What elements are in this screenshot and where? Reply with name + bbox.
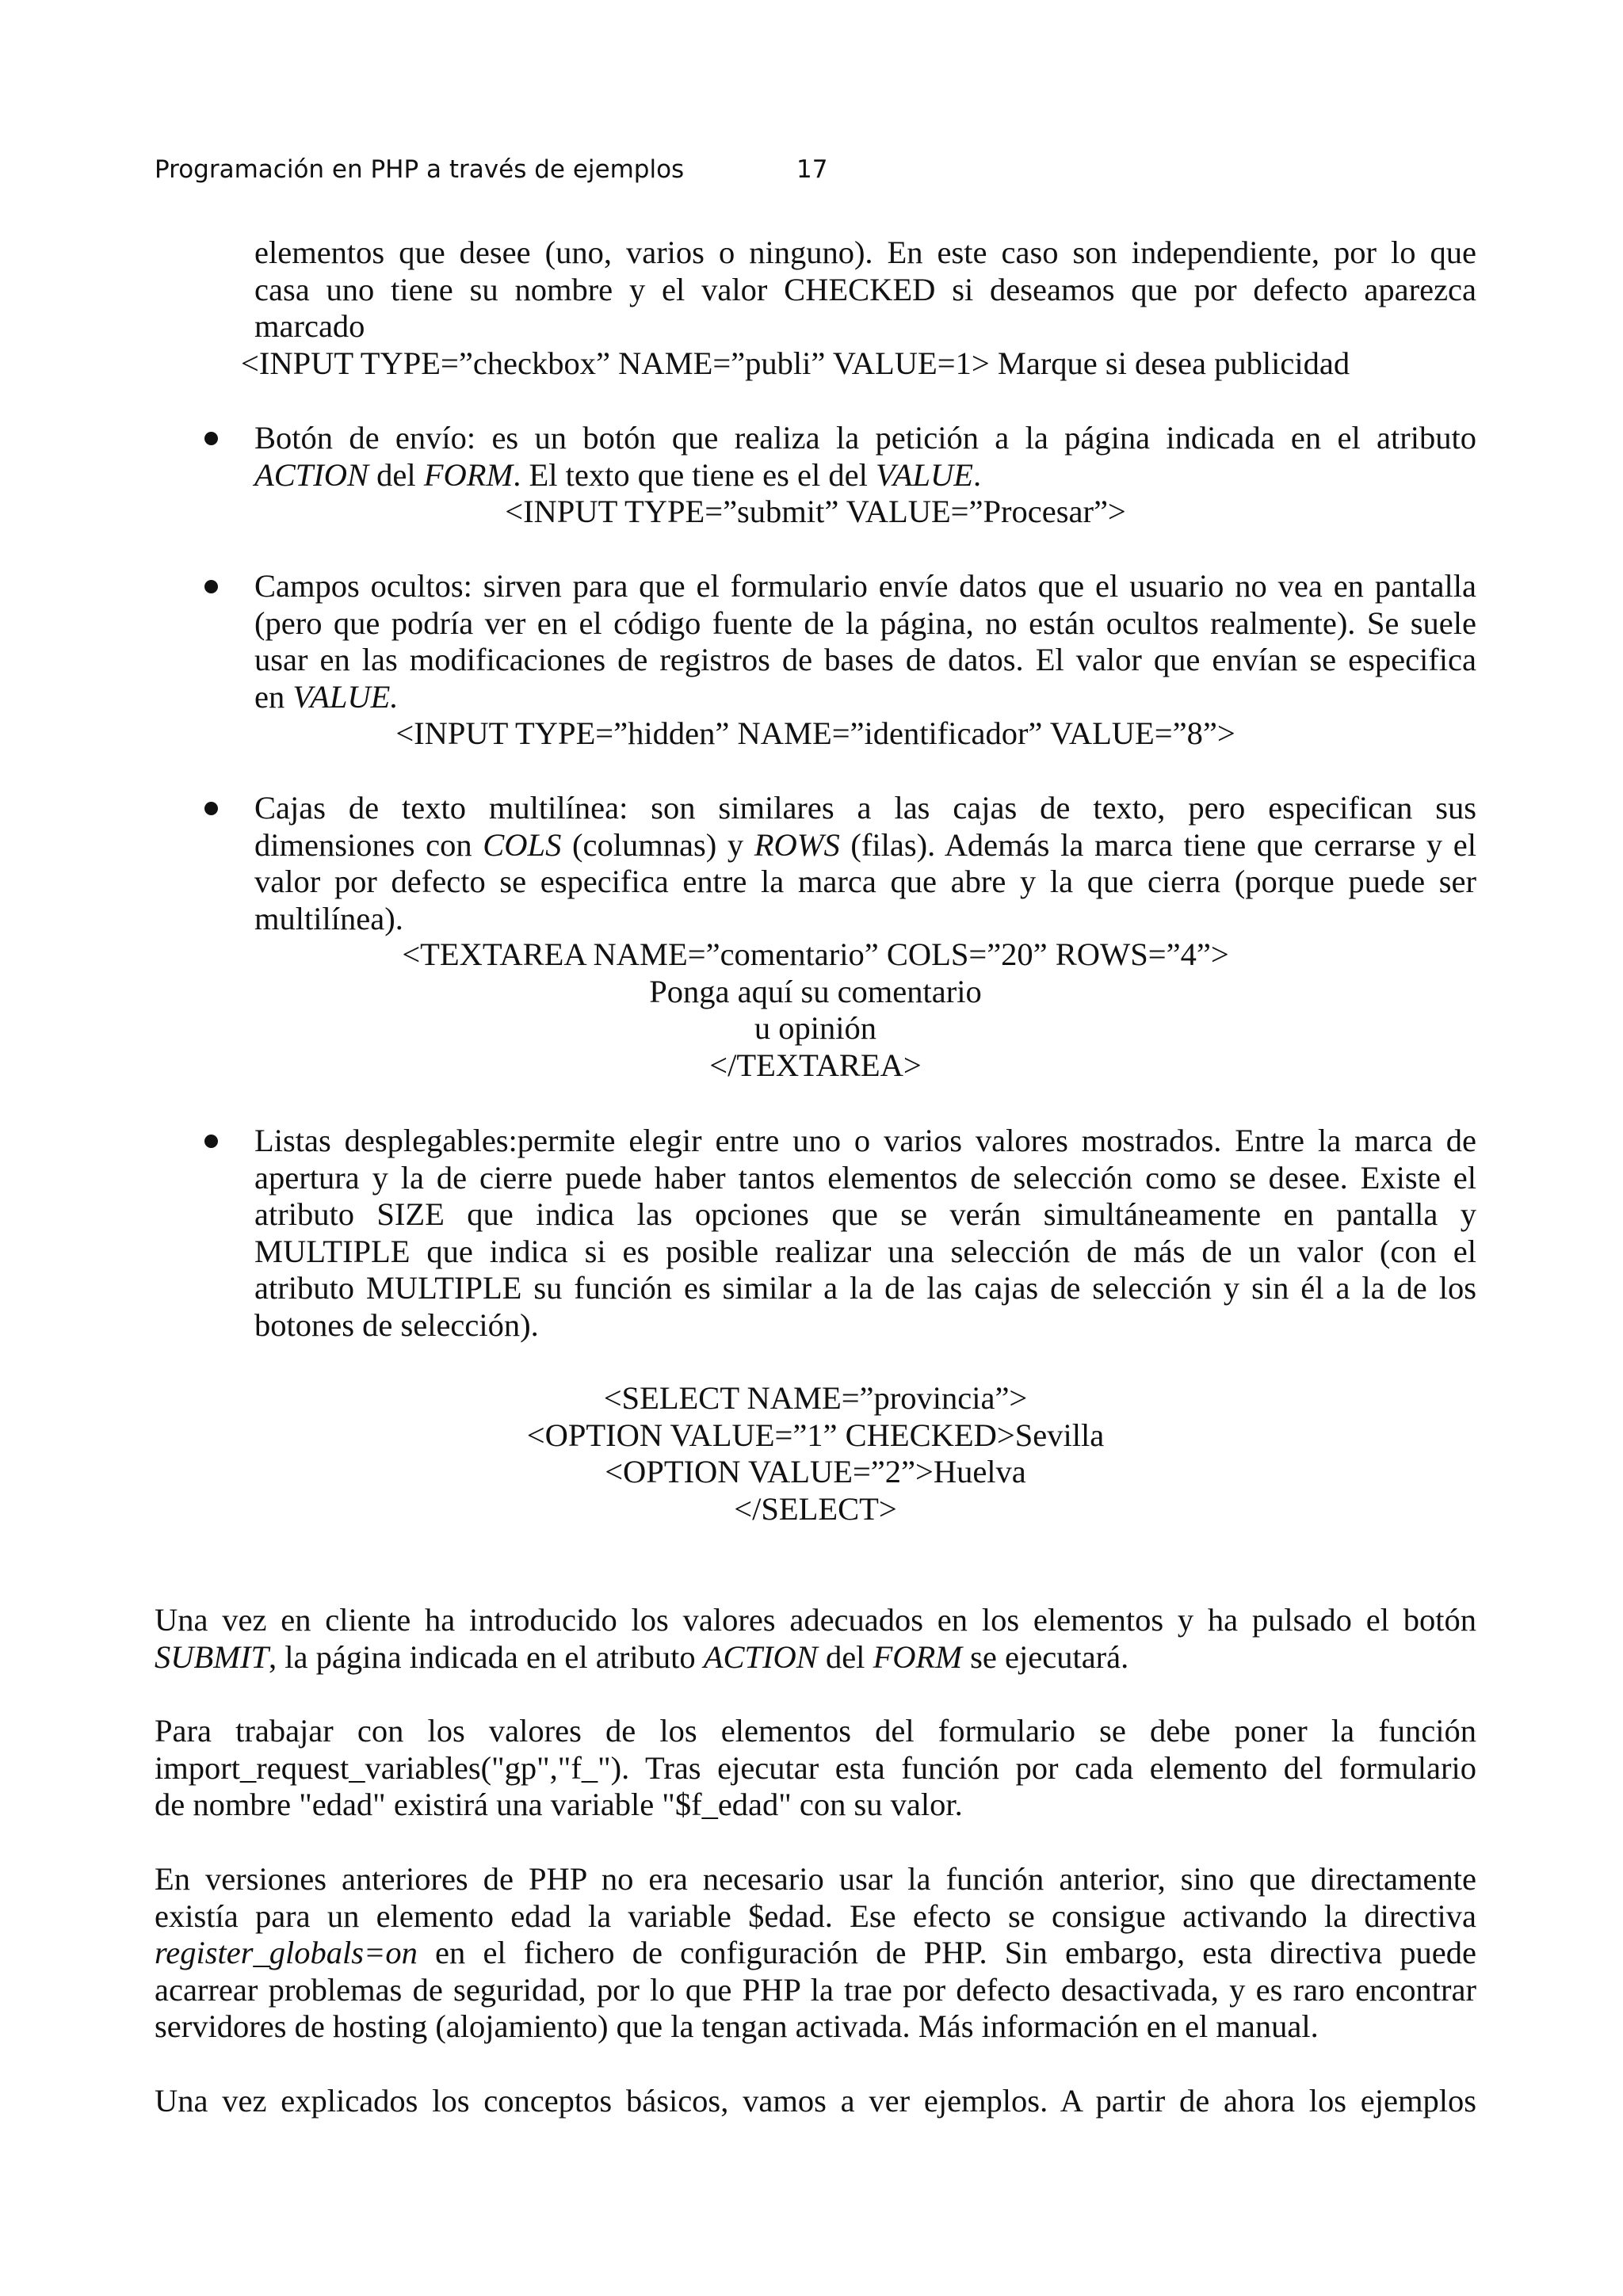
- code-line: <OPTION VALUE=”2”>Huelva: [605, 1454, 1026, 1489]
- text-line: servidores de hosting (alojamiento) que la tengan activada. Más información en el manual.: [155, 2008, 1319, 2044]
- page-header: [155, 155, 828, 184]
- text-line: MULTIPLE que indica si es posible realizar una selección de más de un valor (con el: [254, 1233, 1476, 1269]
- paragraph-examples: [155, 2083, 1476, 2120]
- code-line: </SELECT>: [734, 1490, 897, 1527]
- paragraph-register-globals: [155, 1861, 1476, 2046]
- text-line: usar en las modificaciones de registros de bases de datos. El valor que envían se especifica: [254, 642, 1476, 677]
- submit-code: <INPUT TYPE=”submit” VALUE=”Procesar”>: [505, 494, 1126, 529]
- text-line: (pero que podría ver en el código fuente de la página, no están ocultos realmente). Se suele: [254, 605, 1476, 641]
- text-line: acarrear problemas de seguridad, por lo que PHP la trae por defecto desactivada, y es raro encontrar: [155, 1971, 1476, 2008]
- paragraph-import-variables: [155, 1713, 1476, 1824]
- text-line: Cajas de texto multilínea: son similares a las cajas de texto, pero especifican sus: [254, 790, 1476, 826]
- text-line: existía para un elemento edad la variable $edad. Ese efecto se consigue activando la directiva: [155, 1897, 1476, 1934]
- header-title: Programación en PHP a través de ejemplos: [155, 155, 685, 184]
- select-description: [254, 1123, 1476, 1344]
- text-line: Listas desplegables:permite elegir entre uno o varios valores mostrados. Entre la marca de: [254, 1123, 1476, 1158]
- text-line: Una vez explicados los conceptos básicos, vamos a ver ejemplos. A partir de ahora los ejemplos: [155, 2083, 1476, 2119]
- code-line: </TEXTAREA>: [709, 1047, 922, 1083]
- code-line: u opinión: [754, 1010, 877, 1046]
- bullet-icon: [204, 802, 218, 815]
- code-line: <SELECT NAME=”provincia”>: [603, 1380, 1028, 1416]
- submit-description: [254, 420, 1476, 494]
- text-line: En versiones anteriores de PHP no era necesario usar la función anterior, sino que directamente: [155, 1861, 1476, 1897]
- text-line: multilínea).: [254, 900, 403, 936]
- checkbox-description: [254, 235, 1476, 345]
- text-line: valor por defecto se especifica entre la marca que abre y la que cierra (porque puede ser: [254, 864, 1476, 899]
- text-line: marcado: [254, 308, 365, 344]
- bullet-icon: [204, 1135, 218, 1148]
- paragraph-submit: [155, 1602, 1476, 1676]
- text-line: atributo SIZE que indica las opciones que se verán simultáneamente en pantalla y: [254, 1196, 1476, 1232]
- hidden-code: <INPUT TYPE=”hidden” NAME=”identificador” VALUE=”8”>: [395, 715, 1235, 751]
- text-line: Botón de envío: es un botón que realiza la petición a la página indicada en el atributo: [254, 420, 1476, 456]
- textarea-code: [254, 936, 1377, 1084]
- text-line: atributo MULTIPLE su función es similar a la de las cajas de selección y sin él a la de los: [254, 1270, 1476, 1306]
- bullet-icon: [204, 580, 218, 593]
- text-line: Una vez en cliente ha introducido los valores adecuados en los elementos y ha pulsado el botón: [155, 1602, 1476, 1638]
- text-line: casa uno tiene su nombre y el valor CHECKED si deseamos que por defecto aparezca: [254, 271, 1476, 307]
- text-line: botones de selección).: [254, 1306, 539, 1343]
- text-line: apertura y la de cierre puede haber tantos elementos de selección como se desee. Existe el: [254, 1159, 1476, 1196]
- page-number: 17: [796, 155, 828, 184]
- text-line: de nombre "edad" existirá una variable "$f_edad" con su valor.: [155, 1787, 963, 1822]
- hidden-description: [254, 568, 1476, 715]
- code-line: <TEXTAREA NAME=”comentario” COLS=”20” ROWS=”4”>: [402, 936, 1229, 972]
- checkbox-code: <INPUT TYPE=”checkbox” NAME=”publi” VALUE=1> Marque si desea publicidad: [241, 345, 1350, 381]
- select-code: [254, 1380, 1377, 1527]
- text-line: elementos que desee (uno, varios o ninguno). En este caso son independiente, por lo que: [254, 235, 1476, 270]
- text-line: en VALUE.: [254, 678, 399, 715]
- code-line: <OPTION VALUE=”1” CHECKED>Sevilla: [526, 1417, 1105, 1453]
- text-line: ACTION del FORM. El texto que tiene es el del VALUE.: [254, 456, 982, 493]
- text-line: register_globals=on en el fichero de configuración de PHP. Sin embargo, esta directiva puede: [155, 1935, 1476, 1970]
- text-line: import_request_variables("gp","f_"). Tras ejecutar esta función por cada elemento del formulario: [155, 1749, 1476, 1786]
- text-line: SUBMIT, la página indicada en el atributo ACTION del FORM se ejecutará.: [155, 1638, 1129, 1675]
- text-line: Campos ocultos: sirven para que el formulario envíe datos que el usuario no vea en pantalla: [254, 568, 1476, 604]
- text-line: Para trabajar con los valores de los elementos del formulario se debe poner la función: [155, 1713, 1476, 1749]
- text-line: dimensiones con COLS (columnas) y ROWS (filas). Además la marca tiene que cerrarse y el: [254, 826, 1476, 863]
- code-line: Ponga aquí su comentario: [649, 973, 982, 1009]
- textarea-description: [254, 790, 1476, 937]
- bullet-icon: [204, 432, 218, 445]
